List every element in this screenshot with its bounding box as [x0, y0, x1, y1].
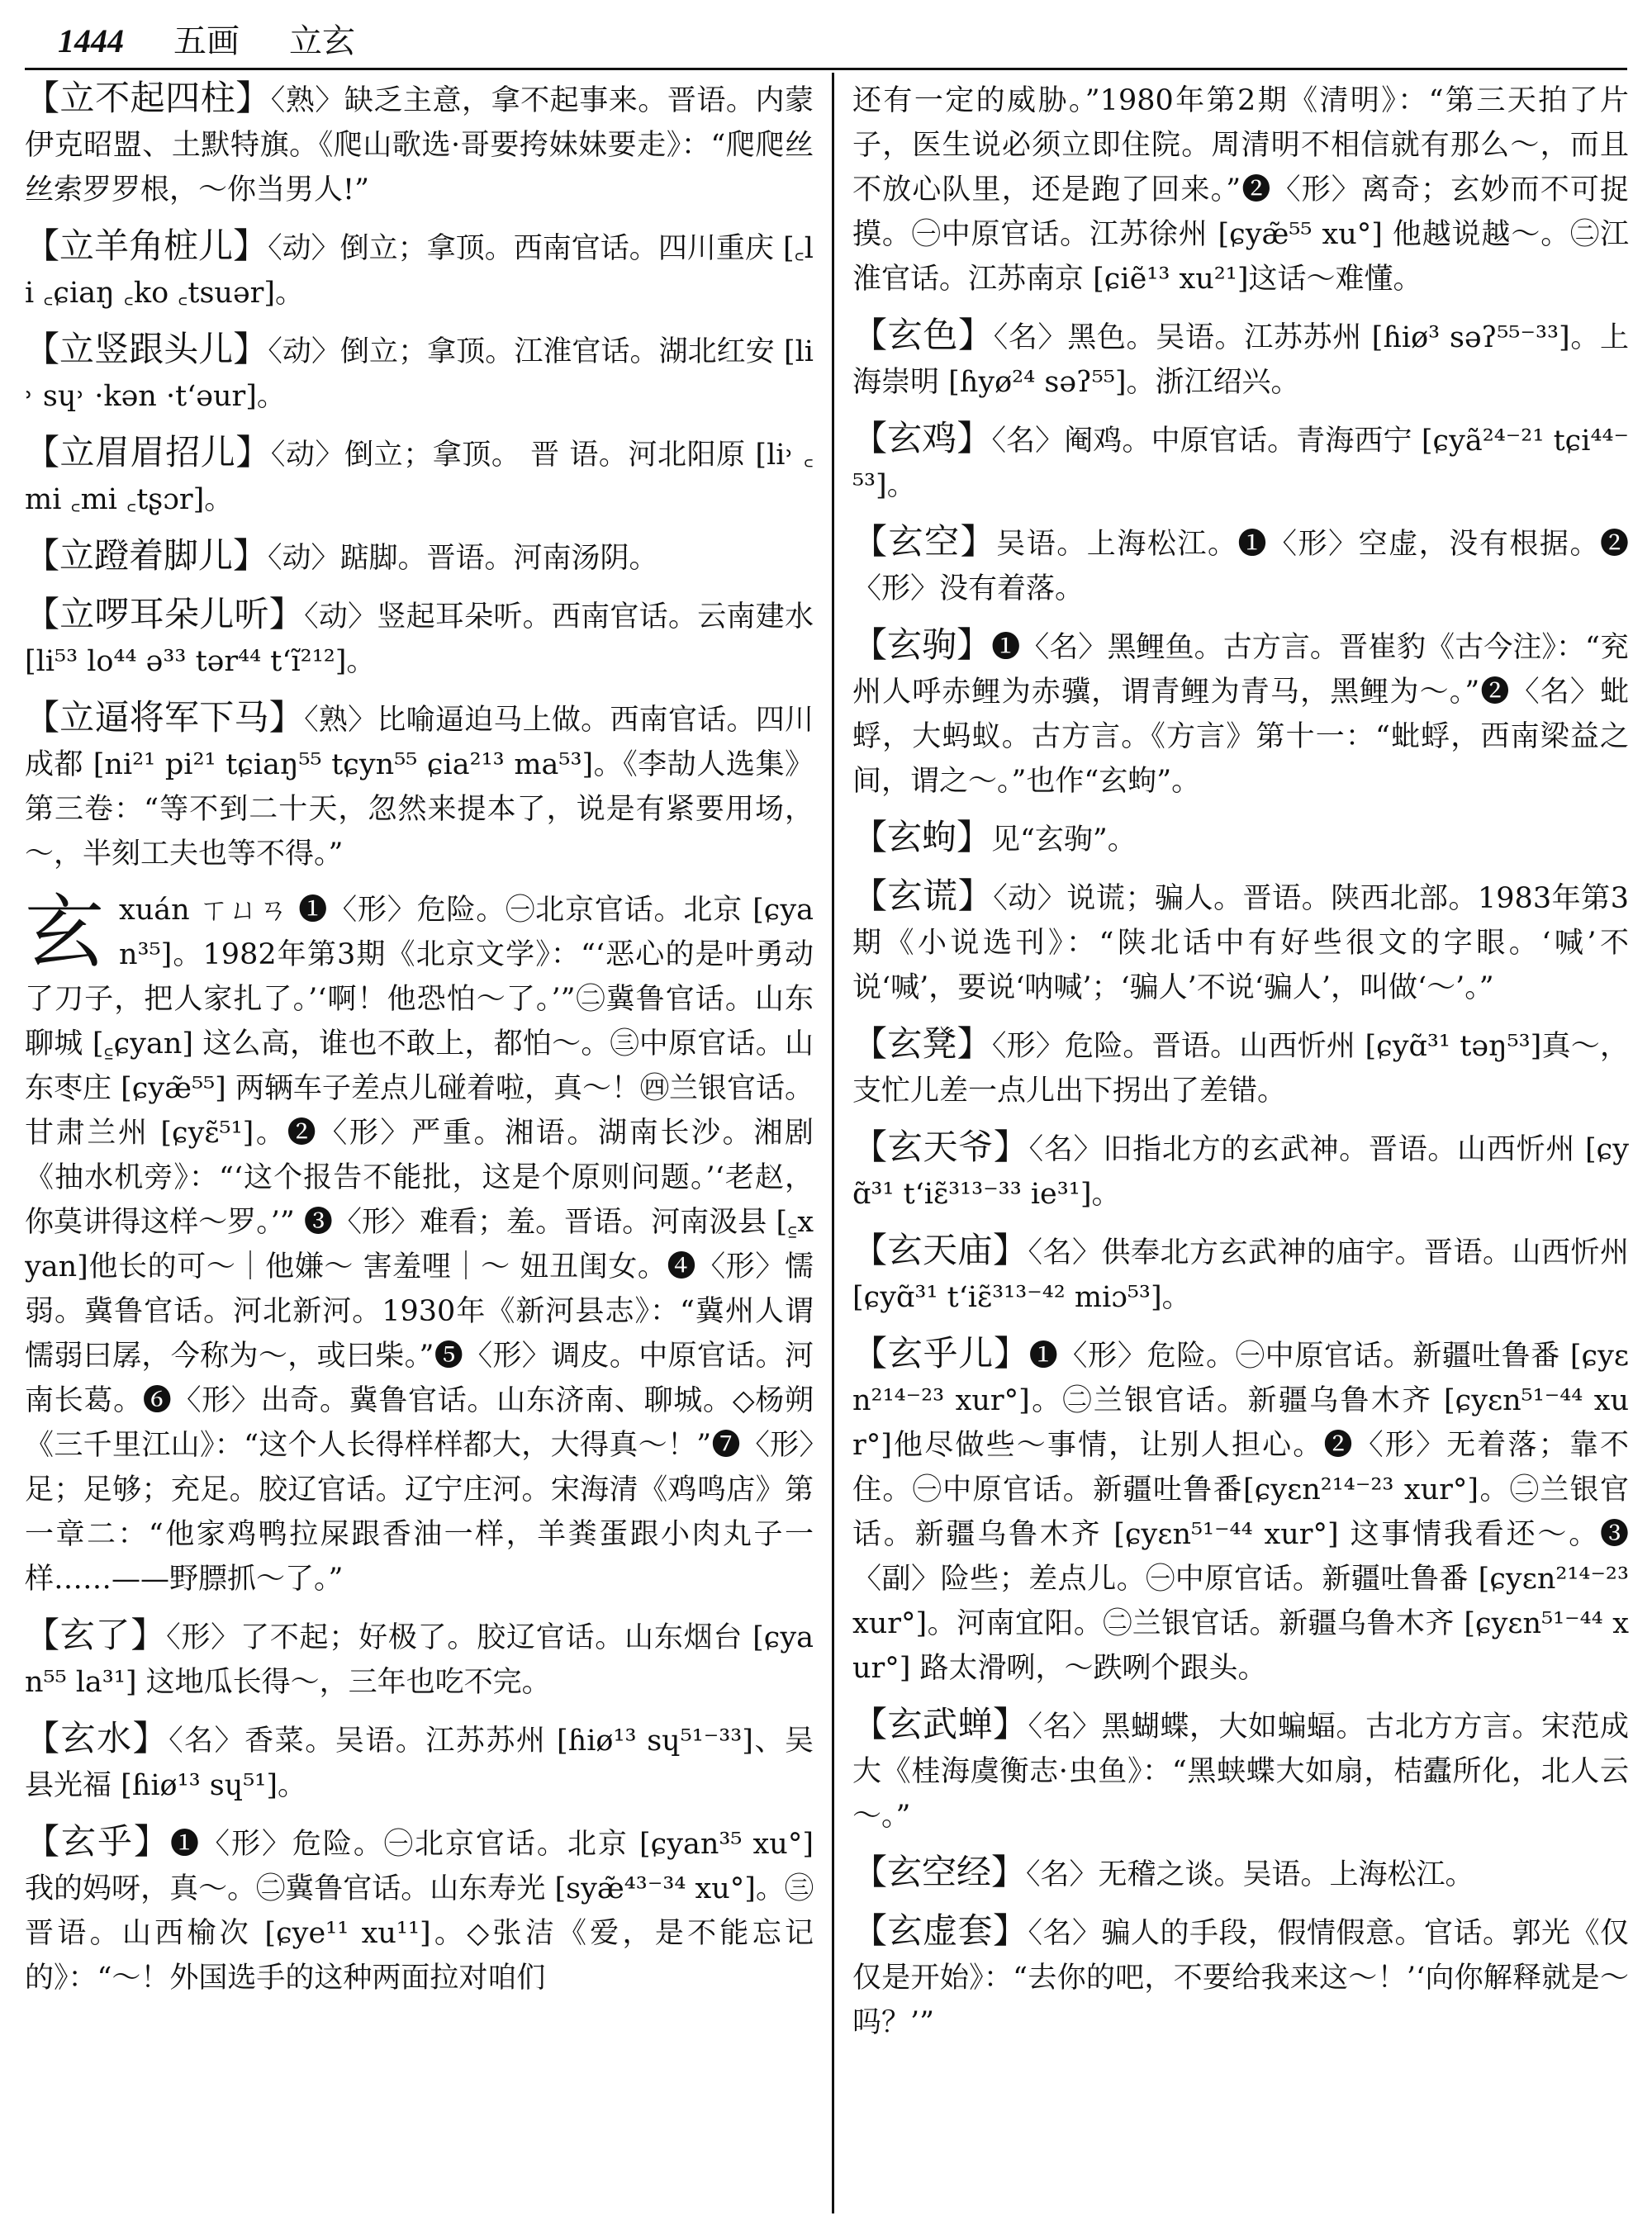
- main-character-entry: [25, 888, 814, 1601]
- entry-definition: xuán ㄒㄩㄢ ❶〈形〉危险。㊀北京官话。北京 [ɕyan³⁵]。1982年第3期《北京文学》：“‘恶心的是叶勇动了刀子，把人家扎了。’‘啊！他恐怕～了。’”㊁冀鲁官话。山东聊城 [꜁ɕyan] 这么高，谁也不敢上，都怕～。㊂中原官话。山东枣庄 [ɕyæ̃⁵⁵] 两辆车子差点儿碰着啦，真～！㊃兰银官话。甘肃兰州 [ɕyɛ̃⁵¹]。❷〈形〉严重。湘语。湖南长沙。湘剧《抽水机旁》：“‘这个报告不能批，这是个原则问题。’‘老赵，你莫讲得这样～罗。’” ❸〈形〉难看；羞。晋语。河南汲县 [꜁xyan]他长的可～｜他嫌～ 害羞哩｜～ 妞丑闺女。❹〈形〉懦弱。冀鲁官话。河北新河。1930年《新河县志》：“冀州人谓懦弱曰孱，今称为～，或曰柴。”❺〈形〉调皮。中原官话。河南长葛。❻〈形〉出奇。冀鲁官话。山东济南、聊城。◇杨朔《三千里江山》：“这个人长得样样都大，大得真～！”❼〈形〉足；足够；充足。胶辽官话。辽宁庄河。宋海清《鸡鸣店》第一章二：“他家鸡鸭拉屎跟香油一样，羊粪蛋跟小肉丸子一样……——野膘抓～了。”: [25, 894, 814, 1596]
- entry-headword: 【玄天爷】: [852, 1127, 1029, 1167]
- dictionary-entry: [852, 313, 1629, 405]
- entry-definition: 〈形〉了不起；好极了。胶辽官话。山东烟台 [ɕyan⁵⁵ la³¹] 这地瓜长得～，三年也吃不完。: [25, 1621, 814, 1699]
- entry-definition: 〈动〉倒立；拿顶。江淮官话。湖北红安 [li˒ sɥ˒ ·kən ·tʻəur]。: [25, 335, 814, 413]
- dictionary-entry: [25, 1820, 814, 2000]
- entry-headword: 【立啰耳朵儿听】: [25, 594, 305, 634]
- entry-headword: 【玄空】: [852, 521, 997, 562]
- entry-headword: 【玄乎儿】: [852, 1333, 1029, 1374]
- dictionary-entry: [25, 1613, 814, 1705]
- entry-headword: 【玄鸡】: [852, 418, 992, 458]
- dictionary-entry: [25, 76, 814, 212]
- entry-definition: 〈名〉骗人的手段，假情假意。官话。郭光《仅仅是开始》：“去你的吧，不要给我来这～！’‘向你解释就是～吗？’”: [852, 1917, 1629, 2039]
- entry-headword: 【立逼将军下马】: [25, 697, 305, 738]
- dictionary-entry: [25, 592, 814, 684]
- entry-definition: 〈动〉倒立；拿顶。西南官话。四川重庆 [꜀li ꜀ɕiaŋ ꜀ko ꜀tsuər]。: [25, 232, 814, 310]
- entry-headword: 【玄凳】: [852, 1023, 992, 1064]
- entry-headword: 【玄驹】: [852, 624, 992, 665]
- dictionary-entry: [852, 815, 1629, 862]
- dictionary-entry: [25, 695, 814, 876]
- entry-definition: 〈名〉供奉北方玄武神的庙宇。晋语。山西忻州 [ɕyɑ̃³¹ tʻiɛ̃³¹³⁻⁴² miɔ⁵³]。: [852, 1236, 1629, 1314]
- entry-definition: ❶〈名〉黑鲤鱼。古方言。晋崔豹《古今注》：“兖州人呼赤鲤为赤骥，谓青鲤为青马，黑鲤为～。”❷〈名〉蚍蜉，大蚂蚁。古方言。《方言》第十一：“蚍蜉，西南梁益之间，谓之～。”也作“玄蚼”。: [852, 631, 1629, 798]
- entry-headword: 【立不起四柱】: [25, 78, 271, 118]
- entry-headword: 【玄武蝉】: [852, 1704, 1028, 1744]
- dictionary-entry: [25, 224, 814, 316]
- entry-headword: 【玄蚼】: [852, 817, 992, 857]
- entry-headword: 【立眉眉招儿】: [25, 432, 271, 472]
- entry-headword: 【玄了】: [25, 1615, 167, 1655]
- entry-definition: 〈名〉香菜。吴语。江苏苏州 [ɦiø¹³ sɥ⁵¹⁻³³]、吴县光福 [ɦiø¹³ sɥ⁵¹]。: [25, 1725, 814, 1802]
- dictionary-entry: [852, 1331, 1629, 1691]
- entry-definition: 〈熟〉缺乏主意，拿不起事来。晋语。内蒙伊克昭盟、土默特旗。《爬山歌选·哥要挎妹妹要走》：“爬爬丝丝索罗罗根，～你当男人!”: [25, 84, 814, 206]
- entry-definition: 〈动〉说谎；骗人。晋语。陕西北部。1983年第3期《小说选刊》：“陕北话中有好些很文的字眼。‘喊’不说‘喊’，要说‘呐喊’；‘骗人’不说‘骗人’，叫做‘～’。”: [852, 882, 1629, 1004]
- entry-definition: 〈动〉踮脚。晋语。河南汤阴。: [268, 542, 658, 575]
- column-divider: [832, 73, 834, 2213]
- entry-definition: 〈名〉无稽之谈。吴语。上海松江。: [1026, 1858, 1474, 1891]
- entry-definition: ❶〈形〉危险。㊀中原官话。新疆吐鲁番 [ɕyɛn²¹⁴⁻²³ xur°]。㊁兰银官话。新疆乌鲁木齐 [ɕyɛn⁵¹⁻⁴⁴ xur°]他尽做些～事情，让别人担心。❷〈形〉无着落；靠不住。㊀中原官话。新疆吐鲁番[ɕyɛn²¹⁴⁻²³ xur°]。㊁兰银官话。新疆乌鲁木齐 [ɕyɛn⁵¹⁻⁴⁴ xur°] 这事情我看还～。❸〈副〉险些；差点儿。㊀中原官话。新疆吐鲁番 [ɕyɛn²¹⁴⁻²³ xur°]。河南宜阳。㊁兰银官话。新疆乌鲁木齐 [ɕyɛn⁵¹⁻⁴⁴ xur°] 路太滑咧，～跌咧个跟头。: [852, 1340, 1629, 1685]
- main-headword: 玄: [25, 886, 104, 979]
- entry-definition: 〈动〉竖起耳朵听。西南官话。云南建水 [li⁵³ lo⁴⁴ ə³³ tər⁴⁴ tʻĩ²¹²]。: [25, 600, 814, 678]
- entry-headword: 【玄虚套】: [852, 1910, 1028, 1951]
- dictionary-entry: [852, 623, 1629, 804]
- page-header: [58, 15, 355, 64]
- entry-definition: ❶〈形〉危险。㊀北京官话。北京 [ɕyan³⁵ xu°] 我的妈呀，真～。㊁冀鲁官话。山东寿光 [syæ̃⁴³⁻³⁴ xu°]。㊂晋语。山西榆次 [ɕye¹¹ xu¹¹]。◇张洁《爱，是不能忘记的》：“～！外国选手的这种两面拉对咱们: [25, 1828, 814, 1995]
- entry-headword: 【立蹬着脚儿】: [25, 535, 268, 576]
- dictionary-entry: [25, 1716, 814, 1808]
- dictionary-entry: [852, 874, 1629, 1010]
- right-column: [852, 76, 1629, 2213]
- entry-headword: 【玄空经】: [852, 1852, 1027, 1892]
- entry-definition: 〈名〉阉鸡。中原官话。青海西宁 [ɕyã²⁴⁻²¹ tɕi⁴⁴⁻⁵³]。: [852, 425, 1629, 502]
- entry-headword: 【玄谎】: [852, 875, 994, 916]
- entry-definition: 〈熟〉比喻逼迫马上做。西南官话。四川成都 [ni²¹ pi²¹ tɕiaŋ⁵⁵ tɕyn⁵⁵ ɕia²¹³ ma⁵³]。《李劼人选集》第三卷：“等不到二十天，忽然来提本了，说是有紧要用场，～，半刻工夫也等不得。”: [25, 704, 814, 871]
- header-divider: [25, 68, 1627, 70]
- dictionary-entry: [25, 327, 814, 419]
- entry-headword: 【玄乎】: [25, 1821, 170, 1862]
- entry-definition: 还有一定的威胁。”1980年第2期《清明》：“第三天拍了片子，医生说必须立即住院。周清明不相信就有那么～，而且不放心队里，还是跑了回来。”❷〈形〉离奇；玄妙而不可捉摸。㊀中原官话。江苏徐州 [ɕyæ̃⁵⁵ xu°] 他越说越～。㊁江淮官话。江苏南京 [ɕiẽ¹³ xu²¹]这话～难懂。: [852, 84, 1629, 296]
- entry-headword: 【玄天庙】: [852, 1230, 1028, 1270]
- dictionary-entry: [852, 1228, 1629, 1320]
- entry-definition: 〈形〉危险。晋语。山西忻州 [ɕyɑ̃³¹ təŋ⁵³]真～，支忙儿差一点儿出下拐出了差错。: [852, 1030, 1629, 1108]
- entry-headword: 【立羊角桩儿】: [25, 225, 268, 266]
- entry-definition: 见“玄驹”。: [991, 823, 1137, 856]
- entry-headword: 【玄色】: [852, 315, 994, 355]
- left-column: [25, 76, 814, 2213]
- entry-definition: 〈名〉黑蝴蝶，大如蝙蝠。古北方方言。宋范成大《桂海虞衡志·虫鱼》：“黑蛱蝶大如扇，桔蠹所化，北人云～。”: [852, 1710, 1629, 1833]
- dictionary-entry: [852, 1702, 1629, 1839]
- entry-definition: 〈名〉黑色。吴语。江苏苏州 [ɦiø³ səʔ⁵⁵⁻³³]。上海崇明 [ɦyø²⁴ səʔ⁵⁵]。浙江绍兴。: [852, 321, 1629, 399]
- dictionary-entry: [25, 430, 814, 522]
- dictionary-entry: [25, 534, 814, 581]
- dictionary-entry: [852, 520, 1629, 611]
- entry-headword: 【立竖跟头儿】: [25, 329, 268, 369]
- entry-continuation: [852, 76, 1629, 301]
- page-number: 1444: [58, 22, 124, 59]
- entry-range: 立玄: [289, 22, 355, 60]
- entry-definition: 〈名〉旧指北方的玄武神。晋语。山西忻州 [ɕyɑ̃³¹ tʻiɛ̃³¹³⁻³³ ie³¹]。: [852, 1133, 1629, 1211]
- dictionary-entry: [852, 1125, 1629, 1217]
- entry-definition: 〈动〉倒立；拿顶。 晋 语。河北阳原 [li˒ ꜀mi ꜀mi ꜀tʂɔr]。: [25, 439, 814, 516]
- entry-definition: 吴语。上海松江。❶〈形〉空虚，没有根据。❷〈形〉没有着落。: [852, 528, 1629, 605]
- dictionary-entry: [852, 1909, 1629, 2045]
- entry-headword: 【玄水】: [25, 1718, 169, 1758]
- dictionary-entry: [852, 1022, 1629, 1113]
- dictionary-entry: [852, 1850, 1629, 1897]
- dictionary-entry: [852, 416, 1629, 508]
- section-label: 五画: [173, 22, 240, 60]
